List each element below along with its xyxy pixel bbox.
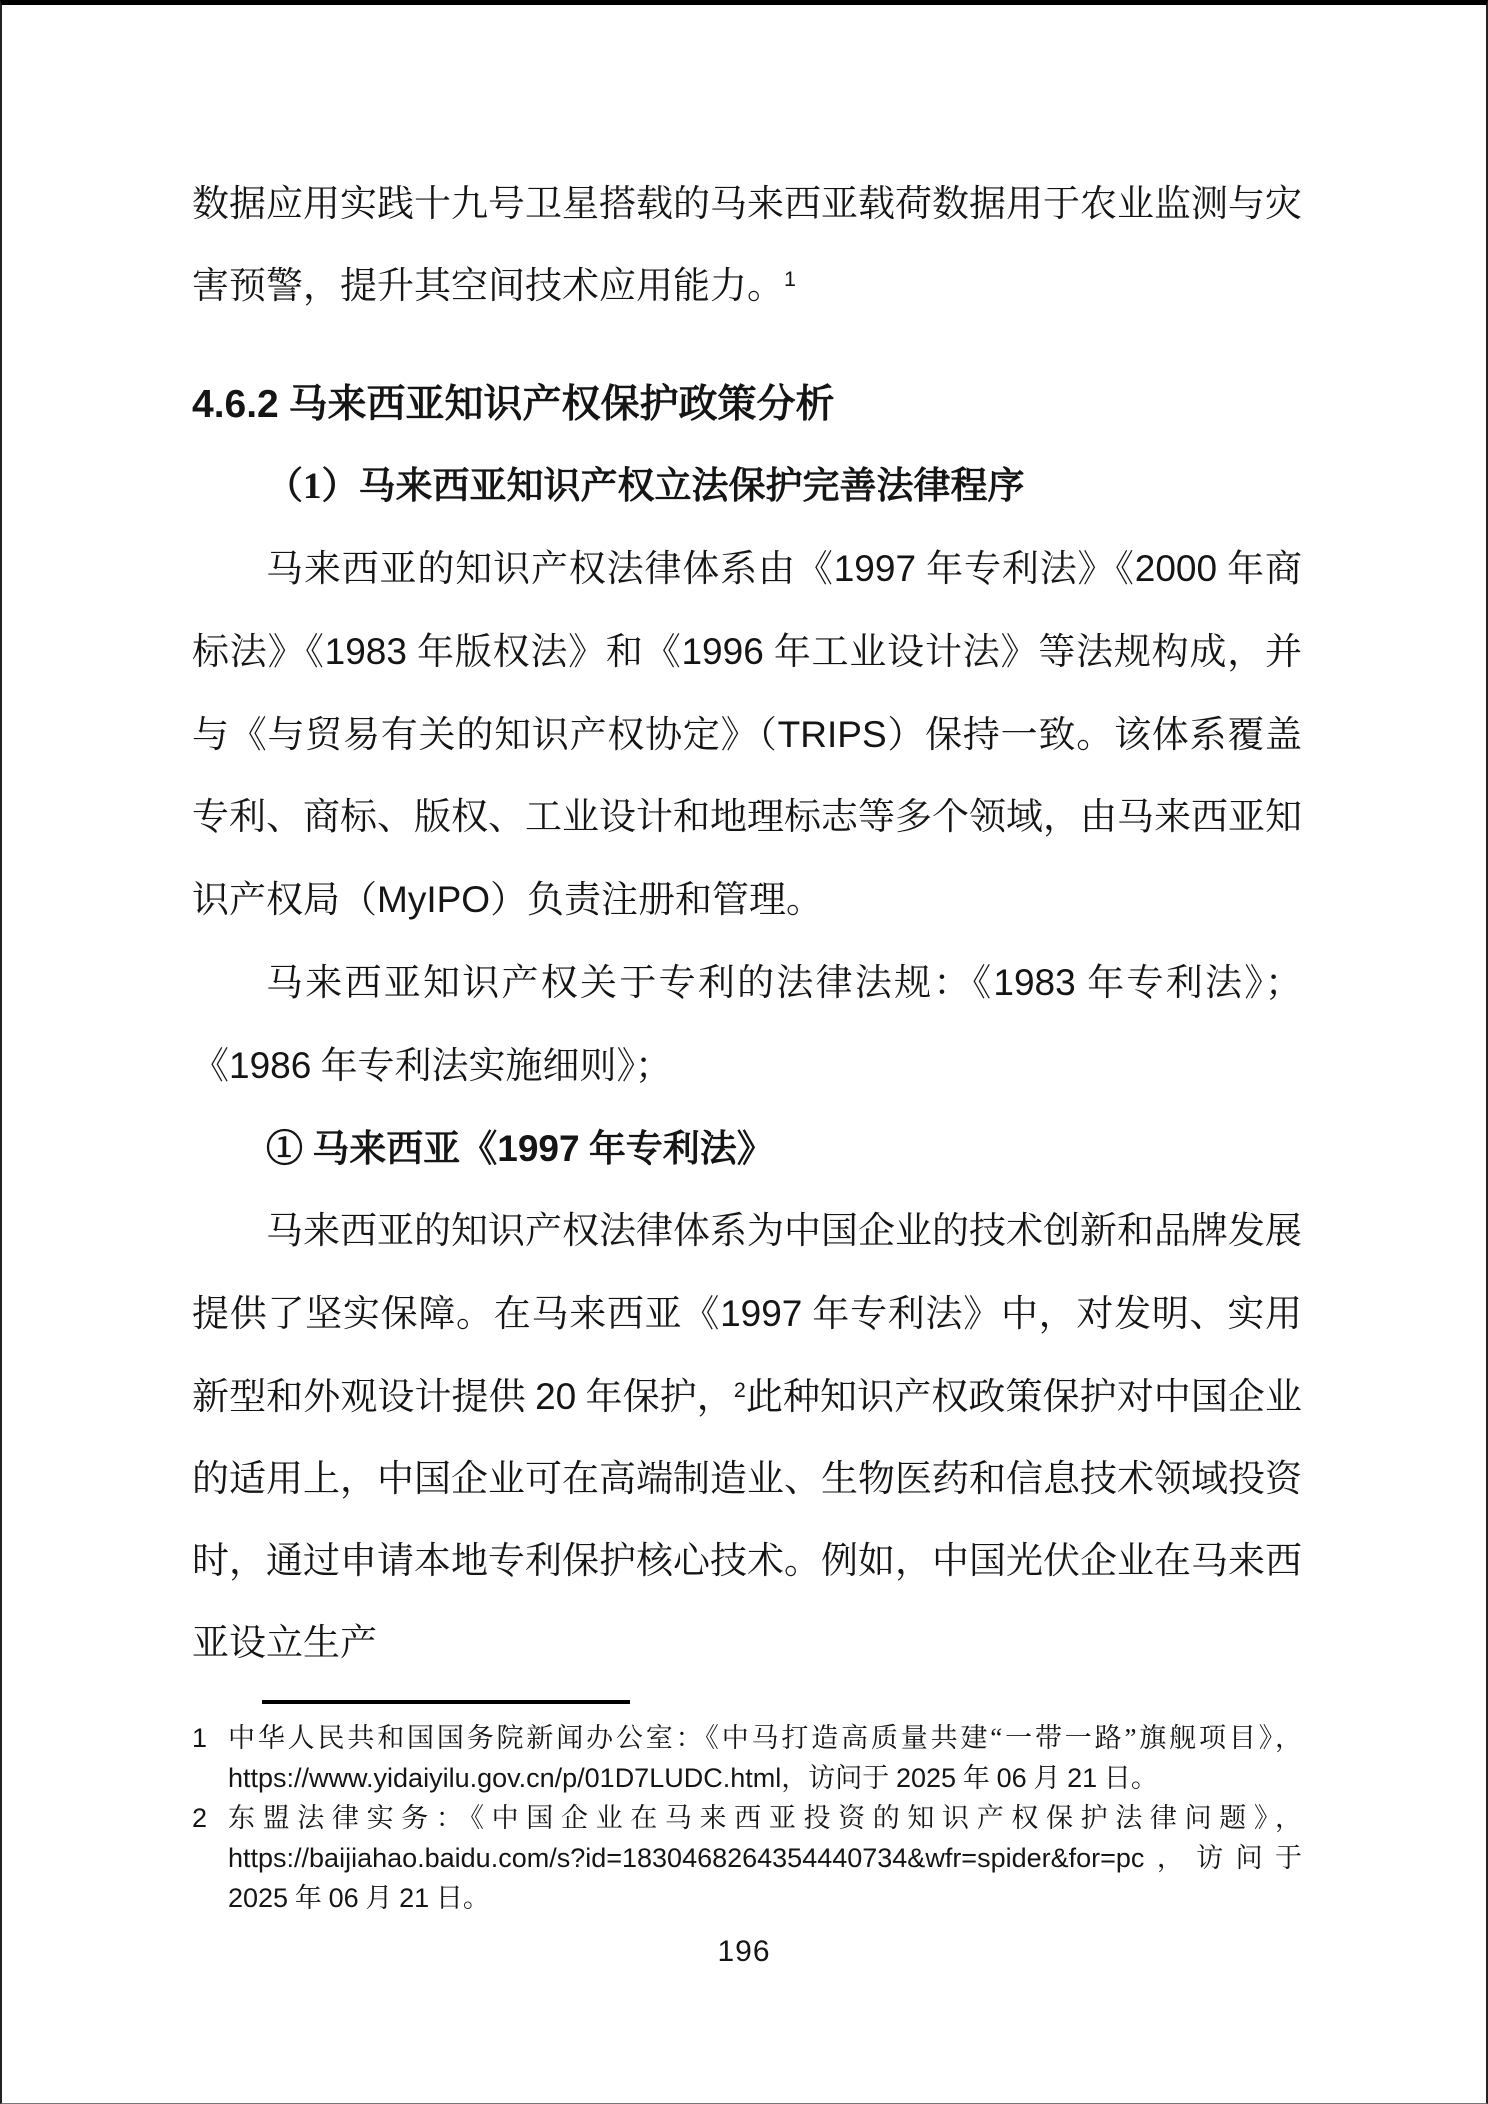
heading-patent-act-1997: [192, 1108, 1302, 1191]
text-run: （1）马来西亚知识产权立法保护完善法律程序: [266, 466, 1025, 507]
footnote-reference-superscript: 2: [733, 1378, 746, 1403]
text-run: 2025: [228, 1883, 289, 1913]
text-run: 1997: [497, 1128, 580, 1169]
footnote-item: [192, 1798, 1302, 1918]
footnote-marker: 1: [192, 1723, 208, 1753]
text-run: 1983: [324, 631, 407, 672]
text-run: 2000: [1134, 548, 1218, 589]
text-run: 日。: [1097, 1763, 1158, 1793]
body-content: [192, 164, 1302, 1685]
paragraph-patent-regulations: [192, 942, 1302, 1108]
text-run: 此种知识产权政策保护对中国企业的适用上，中国企业可在高端制造业、生物医药和信息技术领域投资时，通过申请本地专利保护核心技术。例如，中国光伏企业在马来西亚设立生产: [192, 1377, 1303, 1664]
footnote-reference-superscript: 1: [784, 267, 796, 292]
text-run: 年专利法》中，对发明、实用新型和外观设计提供: [192, 1294, 1302, 1418]
text-run: 年专利法》: [579, 1129, 774, 1170]
text-run: ）负责注册和管理。: [490, 880, 824, 921]
text-run: 马来西亚知识产权关于专利的法律法规：《: [266, 963, 994, 1004]
text-run: 20: [535, 1376, 577, 1417]
text-run: 年工业设计法》等法规构成，并与《与贸易有关的知识产权协定》（: [192, 632, 1303, 756]
text-run: 4.6.2: [192, 383, 279, 426]
text-run: MyIPO: [377, 879, 491, 920]
footnote-area: [192, 1700, 1302, 1918]
text-run: 1997: [720, 1293, 803, 1334]
text-run: ① 马来西亚《: [266, 1129, 498, 1170]
text-run: 年: [956, 1763, 997, 1793]
text-run: ）保持一致。该体系覆盖专利、商标、版权、工业设计和地理标志等多个领域，由马来西亚知识产权局（: [192, 715, 1303, 921]
text-run: https://baijiahao.baidu.com/s?id=1830468264354440734&wfr=spider&for=pc: [228, 1843, 1145, 1873]
text-run: 21: [399, 1883, 430, 1913]
text-run: 中华人民共和国国务院新闻办公室：《中马打造高质量共建“一带一路”旗舰项目》，: [228, 1723, 1302, 1753]
text-run: 马来西亚知识产权保护政策分析: [278, 383, 835, 426]
text-run: 2025: [895, 1763, 957, 1793]
text-run: 月: [1026, 1763, 1068, 1793]
text-run: 马来西亚的知识产权法律体系为中国企业的技术创新和品牌发展提供了坚实保障。在马来西亚《: [192, 1211, 1302, 1335]
heading-4-6-2: [192, 364, 1302, 446]
text-run: 月: [358, 1883, 400, 1913]
text-run: 马来西亚的知识产权法律体系由《: [266, 549, 834, 590]
text-run: 年商标法》《: [192, 549, 1303, 673]
text-run: 年专利法》《: [916, 549, 1135, 590]
heading-item-1-legislation: [192, 446, 1302, 528]
text-run: 06: [996, 1763, 1027, 1793]
text-run: 年专利法实施细则》；: [311, 1046, 673, 1087]
text-run: 年版权法》和《: [406, 632, 682, 673]
text-run: 06: [328, 1883, 359, 1913]
text-run: 1986: [229, 1045, 312, 1086]
text-run: 数据应用实践十九号卫星搭载的马来西亚载荷数据用于农业监测与灾害预警，提升其空间技术应用能力。: [192, 184, 1302, 307]
text-run: 日。: [429, 1883, 490, 1913]
text-run: ，访问于: [781, 1763, 896, 1793]
text-run: 东盟法律实务：《中国企业在马来西亚投资的知识产权保护法律问题》，: [228, 1803, 1302, 1833]
text-run: 年专利法》；《: [192, 963, 1303, 1087]
text-run: 1997: [833, 548, 917, 589]
text-run: ，访问于: [1144, 1843, 1302, 1873]
text-run: 1983: [993, 962, 1076, 1003]
footnote-marker: 2: [192, 1803, 208, 1833]
paragraph-ip-legal-system: [192, 528, 1302, 942]
text-run: 年: [288, 1883, 329, 1913]
footnote-item: [192, 1718, 1302, 1798]
text-run: 年保护，: [576, 1377, 734, 1418]
paragraph-satellite-payload: [192, 164, 1302, 328]
paragraph-patent-protection: [192, 1191, 1302, 1685]
text-run: https://www.yidaiyilu.gov.cn/p/01D7LUDC.html: [228, 1763, 782, 1793]
text-run: TRIPS: [777, 714, 887, 755]
text-run: 1996: [681, 631, 764, 672]
footnote-separator: [262, 1700, 630, 1704]
footnote-list: [192, 1718, 1302, 1918]
text-run: 21: [1067, 1763, 1098, 1793]
page-number: 196: [717, 1935, 771, 1968]
